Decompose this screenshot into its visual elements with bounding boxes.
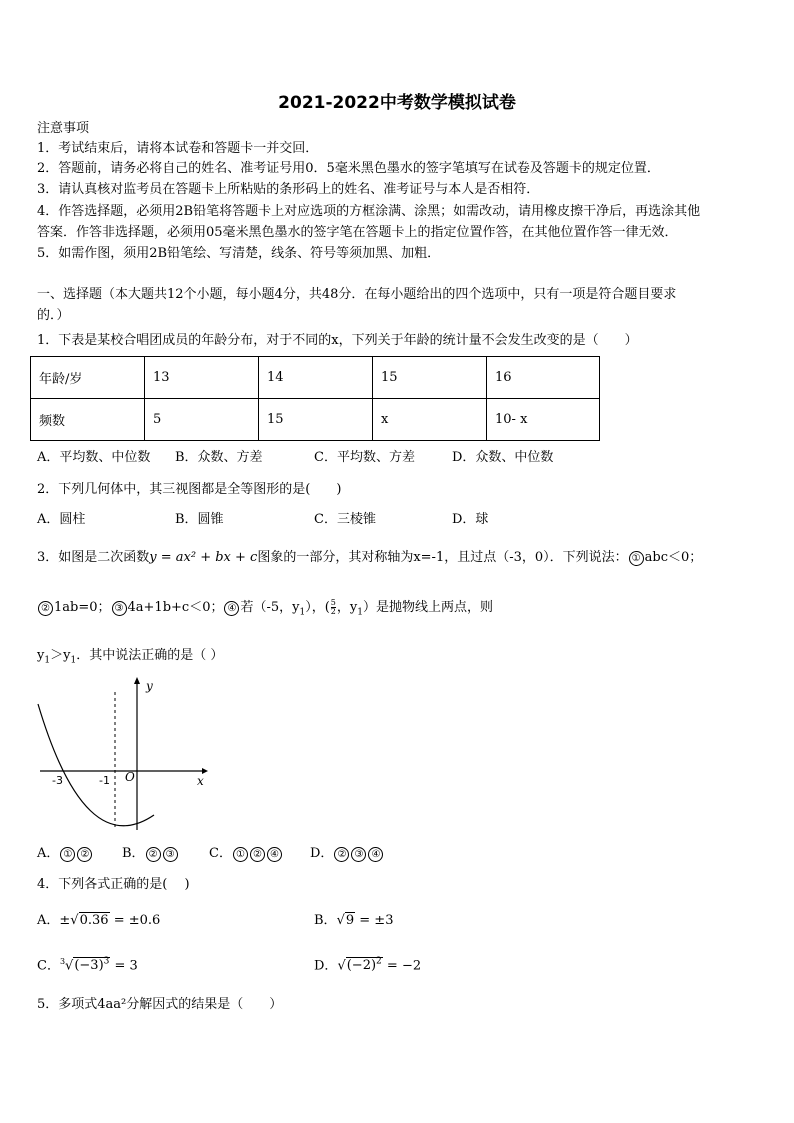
table-row — [31, 357, 600, 399]
q1-option-b: B．众数、方差 — [175, 450, 263, 465]
q3-conclusion — [37, 647, 223, 670]
q3-option-a: A． ① ② — [37, 845, 93, 863]
q4-stem: 4．下列各式正确的是( ) — [37, 877, 190, 892]
q4-option-a: A．±√0.36 = ±0.6 — [37, 913, 161, 928]
sub-1: 1 — [299, 607, 306, 618]
q4-option-b: B．√9 = ±3 — [314, 913, 394, 928]
notice-item: 1．考试结束后，请将本试卷和答题卡一并交回． — [37, 141, 319, 156]
q3-stem-end: 图象的一部分，其对称轴为x=-1，且过点（-3，0）．下列说法： — [257, 550, 628, 565]
parabola-graph — [30, 672, 220, 837]
q2-stem: 2．下列几何体中，其三视图都是全等图形的是( ) — [37, 482, 342, 497]
tick-label-neg1: -1 — [99, 774, 110, 787]
notice-item: 答案．作答非选择题，必须用05毫米黑色墨水的签字笔在答题卡上的指定位置作答，在其他位置作答一律无效． — [37, 225, 678, 240]
x-axis-label: x — [197, 774, 204, 788]
q2-option-c: C．三棱锥 — [314, 512, 376, 527]
q3-statement-3: 4a+1b+c＜0； — [127, 600, 224, 615]
circled-3: ③ — [112, 601, 127, 616]
fraction-5-2: $\frac{5}{2}$ — [330, 598, 336, 616]
circled-4: ④ — [224, 601, 239, 616]
q3-prompt: ．其中说法正确的是（ ） — [76, 648, 224, 663]
q1-option-c: C．平均数、方差 — [314, 450, 415, 465]
notice-item: 2．答题前，请务必将自己的姓名、准考证号用0．5毫米黑色墨水的签字笔填写在试卷及答题卡的规定位置． — [37, 161, 660, 176]
q3-statements — [37, 599, 493, 622]
sub-1: 1 — [70, 655, 77, 666]
table-cell: 15 — [259, 399, 373, 441]
age-frequency-table — [30, 356, 600, 441]
table-cell: 15 — [373, 357, 487, 399]
origin-label: O — [125, 770, 135, 784]
circled-1: ① — [629, 551, 644, 566]
q3-statement-4c: ，y — [336, 600, 358, 615]
page-title: 2021-2022中考数学模拟试卷 — [278, 93, 516, 113]
q3-statement-2: 1ab=0； — [54, 600, 111, 615]
sub-1: 1 — [357, 607, 363, 618]
sub-1: 1 — [44, 655, 51, 666]
q3-statement-4a: 若（-5，y — [240, 600, 300, 615]
section-header-cont: 的．） — [37, 308, 70, 323]
q3-statement-1: abc＜0； — [644, 550, 703, 565]
notice-heading: 注意事项 — [37, 121, 90, 136]
q4-option-c: C．$^3√(-3)^3 = 3$ — [37, 957, 138, 974]
table-cell: x — [373, 399, 487, 441]
notice-item: 4．作答选择题，必须用2B铅笔将答题卡上对应选项的方框涂满、涂黑；如需改动，请用橡皮擦干净后，再选涂其他 — [37, 204, 701, 219]
notice-item: 3．请认真核对监考员在答题卡上所粘贴的条形码上的姓名、准考证号与本人是否相符． — [37, 182, 540, 197]
circled-2: ② — [38, 601, 53, 616]
q3-stem — [37, 549, 702, 567]
table-row — [31, 399, 600, 441]
table-cell: 频数 — [31, 399, 145, 441]
y-var: y — [37, 648, 45, 663]
q3-option-c: C． ① ② ④ — [209, 845, 283, 863]
table-cell: 14 — [259, 357, 373, 399]
section-header: 一、选择题（本大题共12个小题，每小题4分，共48分．在每小题给出的四个选项中，只有一项是符合题目要求 — [37, 287, 677, 302]
q5-stem: 5．多项式4aa²分解因式的结果是（ ） — [37, 997, 283, 1012]
y-axis-arrow — [134, 677, 140, 684]
q3-function: y = ax² + bx + c — [149, 550, 258, 565]
q3-option-b: B． ② ③ — [122, 845, 179, 863]
y-axis-label: y — [146, 679, 153, 693]
q3-stem-start: 3．如图是二次函数 — [37, 550, 150, 565]
table-cell: 13 — [145, 357, 259, 399]
table-cell: 10- x — [487, 399, 600, 441]
gt-y: ＞y — [50, 648, 71, 663]
q4-option-d: D．$√(-2)^2 = -2$ — [314, 957, 422, 974]
q1-stem: 1．下表是某校合唱团成员的年龄分布，对于不同的x，下列关于年龄的统计量不会发生改变的是（ ） — [37, 333, 638, 348]
q1-option-a: A．平均数、中位数 — [37, 450, 151, 465]
notice-item: 5．如需作图，须用2B铅笔绘、写清楚，线条、符号等须加黑、加粗． — [37, 246, 441, 261]
table-cell: 5 — [145, 399, 259, 441]
q2-option-d: D．球 — [452, 512, 489, 527]
q1-option-d: D．众数、中位数 — [452, 450, 554, 465]
table-cell: 16 — [487, 357, 600, 399]
q3-option-d: D． ② ③ ④ — [310, 845, 384, 863]
q3-statement-4d: ）是抛物线上两点，则 — [362, 600, 493, 615]
q2-option-a: A．圆柱 — [37, 512, 86, 527]
tick-label-neg3: -3 — [52, 774, 63, 787]
table-cell: 年龄/岁 — [31, 357, 145, 399]
q2-option-b: B．圆锥 — [175, 512, 224, 527]
q3-statement-4b: ），( — [305, 600, 330, 615]
